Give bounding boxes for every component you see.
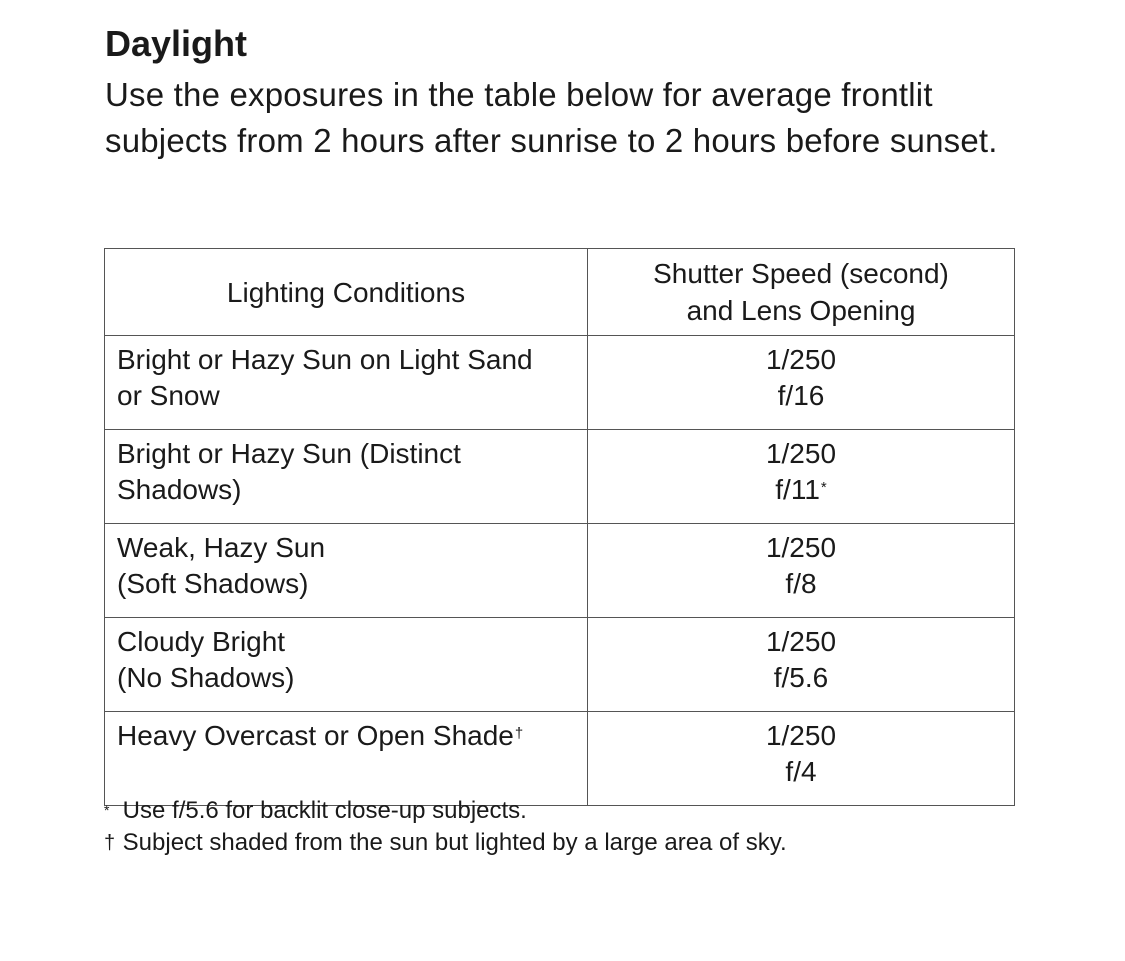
section-heading: Daylight [105,23,248,64]
footnote-symbol: † [104,832,116,854]
condition-cell [105,712,588,806]
table-row [105,524,1015,618]
dagger-footnote-mark: † [514,725,524,742]
footnote-text: Subject shaded from the sun but lighted by a large area of sky. [122,829,787,856]
condition-line1: Heavy Overcast or Open Shade [117,720,514,751]
lens-opening: f/5.6 [773,662,829,693]
lens-opening: f/16 [777,380,825,411]
condition-cell [105,618,588,712]
header-exposure-setting [588,249,1015,336]
condition-line1: Bright or Hazy Sun on Light Sand [117,344,533,375]
shutter-speed: 1/250 [765,626,837,657]
header-setting-line1: Shutter Speed (second) [653,258,949,289]
footnote-dagger [104,827,787,859]
table-row [105,712,1015,806]
header-setting-line2: and Lens Opening [686,295,916,326]
shutter-speed: 1/250 [765,344,837,375]
intro-paragraph: Use the exposures in the table below for average frontlit subjects from 2 hours after sunrise to 2 hours before sunset. [105,76,998,159]
condition-line1: Cloudy Bright [117,626,286,657]
header-lighting-conditions [105,249,588,336]
exposure-table [104,248,1015,806]
shutter-speed: 1/250 [765,720,837,751]
condition-line1: Bright or Hazy Sun (Distinct [117,438,461,469]
setting-cell [588,524,1015,618]
lens-opening: f/8 [785,568,817,599]
setting-cell [588,430,1015,524]
condition-cell [105,336,588,430]
table-row [105,430,1015,524]
asterisk-footnote-mark: * [820,479,827,496]
footnote-symbol: * [104,802,110,818]
table-row [105,618,1015,712]
table-row [105,336,1015,430]
setting-cell [588,712,1015,806]
lens-opening: f/4 [785,756,817,787]
lens-opening: f/11 [775,474,820,505]
shutter-speed: 1/250 [765,438,837,469]
footnotes [104,795,787,859]
header-lighting-conditions-label: Lighting Conditions [226,276,466,308]
condition-cell [105,430,588,524]
footnote-asterisk [104,795,787,827]
condition-line2: Shadows) [117,474,242,505]
setting-cell [588,336,1015,430]
table-header-row [105,249,1015,336]
shutter-speed: 1/250 [765,532,837,563]
condition-line2: (No Shadows) [117,662,295,693]
setting-cell [588,618,1015,712]
footnote-text: Use f/5.6 for backlit close-up subjects. [122,797,527,824]
condition-line1: Weak, Hazy Sun [117,532,326,563]
condition-line2: (Soft Shadows) [117,568,309,599]
condition-cell [105,524,588,618]
condition-line2: or Snow [117,380,220,411]
